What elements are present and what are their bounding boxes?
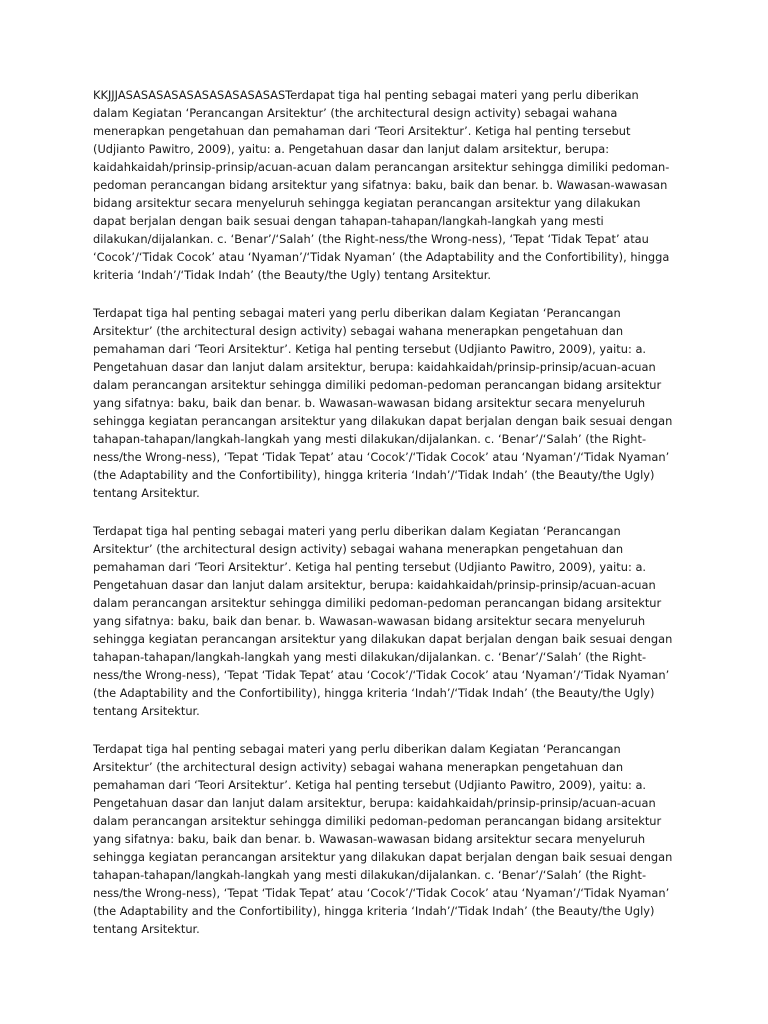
paragraph-4: Terdapat tiga hal penting sebagai materi yang perlu diberikan dalam Kegiatan ‘Perancangan Arsitektur’ (the architectural design activity) sebagai wahana menerapkan pengetahuan dan pemahaman dari ‘Teori Arsitektur’. Ketiga hal penting tersebut (Udjianto Pawitro, 2009), yaitu: a. Pengetahuan dasar dan lanjut dalam arsitektur, berupa: kaidahkaidah/prinsip-prinsip/acuan-acuan dalam perancangan arsitektur sehingga dimiliki pedoman-pedoman perancangan bidang arsitektur yang sifatnya: baku, baik dan benar. b. Wawasan-wawasan bidang arsitektur secara menyeluruh sehingga kegiatan perancangan arsitektur yang dilakukan dapat berjalan dengan baik sesuai dengan tahapan-tahapan/langkah-langkah yang mesti dilakukan/dijalankan. c. ‘Benar’/‘Salah’ (the Right-ness/the Wrong-ness), ‘Tepat ‘Tidak Tepat’ atau ‘Cocok’/‘Tidak Cocok’ atau ‘Nyaman’/‘Tidak Nyaman’ (the Adaptability and the Confortibility), hingga kriteria ‘Indah’/‘Tidak Indah’ (the Beauty/the Ugly) tentang Arsitektur. — [93, 742, 673, 936]
paragraph-3: Terdapat tiga hal penting sebagai materi yang perlu diberikan dalam Kegiatan ‘Perancangan Arsitektur’ (the architectural design activity) sebagai wahana menerapkan pengetahuan dan pemahaman dari ‘Teori Arsitektur’. Ketiga hal penting tersebut (Udjianto Pawitro, 2009), yaitu: a. Pengetahuan dasar dan lanjut dalam arsitektur, berupa: kaidahkaidah/prinsip-prinsip/acuan-acuan dalam perancangan arsitektur sehingga dimiliki pedoman-pedoman perancangan bidang arsitektur yang sifatnya: baku, baik dan benar. b. Wawasan-wawasan bidang arsitektur secara menyeluruh sehingga kegiatan perancangan arsitektur yang dilakukan dapat berjalan dengan baik sesuai dengan tahapan-tahapan/langkah-langkah yang mesti dilakukan/dijalankan. c. ‘Benar’/‘Salah’ (the Right-ness/the Wrong-ness), ‘Tepat ‘Tidak Tepat’ atau ‘Cocok’/‘Tidak Cocok’ atau ‘Nyaman’/‘Tidak Nyaman’ (the Adaptability and the Confortibility), hingga kriteria ‘Indah’/‘Tidak Indah’ (the Beauty/the Ugly) tentang Arsitektur. — [93, 524, 673, 718]
paragraph-1: KKJJJASASASASASASASASASASASTerdapat tiga hal penting sebagai materi yang perlu diberikan dalam Kegiatan ‘Perancangan Arsitektur’ (the architectural design activity) sebagai wahana menerapkan pengetahuan dan pemahaman dari ‘Teori Arsitektur’. Ketiga hal penting tersebut (Udjianto Pawitro, 2009), yaitu: a. Pengetahuan dasar dan lanjut dalam arsitektur, berupa: kaidahkaidah/prinsip-prinsip/acuan-acuan dalam perancangan arsitektur sehingga dimiliki pedoman-pedoman perancangan bidang arsitektur yang sifatnya: baku, baik dan benar. b. Wawasan-wawasan bidang arsitektur secara menyeluruh sehingga kegiatan perancangan arsitektur yang dilakukan dapat berjalan dengan baik sesuai dengan tahapan-tahapan/langkah-langkah yang mesti dilakukan/dijalankan. c. ‘Benar’/‘Salah’ (the Right-ness/the Wrong-ness), ‘Tepat ‘Tidak Tepat’ atau ‘Cocok’/‘Tidak Cocok’ atau ‘Nyaman’/‘Tidak Nyaman’ (the Adaptability and the Confortibility), hingga kriteria ‘Indah’/‘Tidak Indah’ (the Beauty/the Ugly) tentang Arsitektur. — [93, 88, 670, 282]
paragraph-2: Terdapat tiga hal penting sebagai materi yang perlu diberikan dalam Kegiatan ‘Perancangan Arsitektur’ (the architectural design activity) sebagai wahana menerapkan pengetahuan dan pemahaman dari ‘Teori Arsitektur’. Ketiga hal penting tersebut (Udjianto Pawitro, 2009), yaitu: a. Pengetahuan dasar dan lanjut dalam arsitektur, berupa: kaidahkaidah/prinsip-prinsip/acuan-acuan dalam perancangan arsitektur sehingga dimiliki pedoman-pedoman perancangan bidang arsitektur yang sifatnya: baku, baik dan benar. b. Wawasan-wawasan bidang arsitektur secara menyeluruh sehingga kegiatan perancangan arsitektur yang dilakukan dapat berjalan dengan baik sesuai dengan tahapan-tahapan/langkah-langkah yang mesti dilakukan/dijalankan. c. ‘Benar’/‘Salah’ (the Right-ness/the Wrong-ness), ‘Tepat ‘Tidak Tepat’ atau ‘Cocok’/‘Tidak Cocok’ atau ‘Nyaman’/‘Tidak Nyaman’ (the Adaptability and the Confortibility), hingga kriteria ‘Indah’/‘Tidak Indah’ (the Beauty/the Ugly) tentang Arsitektur. — [93, 306, 673, 500]
